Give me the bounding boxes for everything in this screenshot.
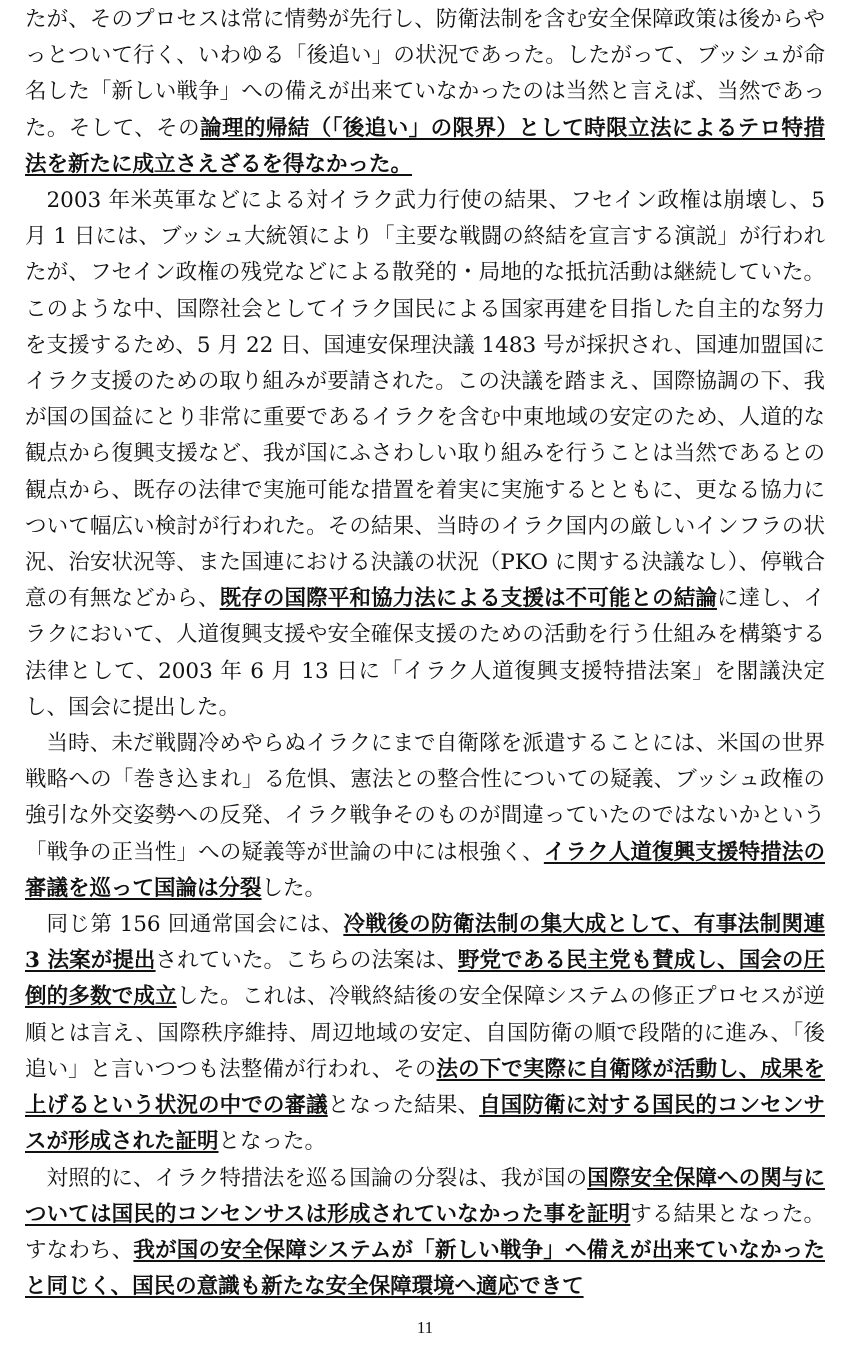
emphasis-run: 国際安全保障への関与については国民的コンセンサスは形成されていなかった事を証明 [25, 1165, 825, 1227]
paragraph-5 [25, 1161, 825, 1306]
paragraph-1 [25, 2, 825, 183]
page-number: 11 [416, 1318, 434, 1337]
text-run: に達し、イラクにおいて、人道復興支援や安全確保支援のための活動を行う仕組みを構築する法律として、2003 年 6 月 13 日に「イラク人道復興支援特措法案」を閣議決定し、国会に提出した。 [25, 586, 825, 720]
text-run: となった結果、 [327, 1093, 480, 1119]
text-run: されていた。こちらの法案は、 [155, 948, 458, 974]
emphasis-run: 論理的帰結（「後追い」の限界）として時限立法によるテロ特措法を新たに成立さえざるを得なかった。 [25, 115, 825, 177]
text-run: した。これは、冷戦終結後の安全保障システムの修正プロセスが逆順とは言え、国際秩序維持、周辺地域の安定、自国防衛の順で段階的に進み、「後追い」と言いつつも法整備が行われ、その [25, 984, 825, 1082]
paragraph-4 [25, 907, 825, 1160]
document-body [25, 0, 825, 1305]
text-run: たが、そのプロセスは常に情勢が先行し、防衛法制を含む安全保障政策は後からやっとついて行く、いわゆる「後追い」の状況であった。したがって、ブッシュが命名した「新しい戦争」への備えが出来ていなかったのは当然と言えば、当然であった。そして、その [25, 7, 825, 141]
text-run: した。 [261, 875, 327, 901]
emphasis-run: イラク人道復興支援特措法の審議を巡って国論は分裂 [25, 839, 825, 901]
emphasis-run: 既存の国際平和協力法による支援は不可能との結論 [219, 586, 717, 612]
emphasis-run: 自国防衛に対する国民的コンセンサスが形成された証明 [25, 1093, 825, 1155]
paragraph-2 [25, 183, 825, 726]
text-run: 対照的に、イラク特措法を巡る国論の分裂は、我が国の [46, 1165, 588, 1191]
emphasis-run: 我が国の安全保障システムが「新しい戦争」へ備えが出来ていなかったと同じく、国民の意識も新たな安全保障環境へ適応できて [25, 1237, 825, 1300]
paragraph-3 [25, 726, 825, 907]
text-run: 2003 年米英軍などによる対イラク武力行使の結果、フセイン政権は崩壊し、5 月 1 日には、ブッシュ大統領により「主要な戦闘の終結を宣言する演説」が行われたが、フセイン政権の残党などによる散発的・局地的な抵抗活動は継続していた。このような中、国際社会としてイラク国民による国家再建を目指した自主的な努力を支援するため、5 月 22 日、国連安保理決議 1483 号が採択され、国連加盟国にイラク支援のための取り組みが要請された。この決議を踏まえ、国際協調の下、我が国の国益にとり非常に重要であるイラクを含む中東地域の安定のため、人道的な観点から復興支援など、我が国にふさわしい取り組みを行うことは当然であるとの観点から、既存の法律で実施可能な措置を着実に実施するとともに、更なる協力について幅広い検討が行われた。その結果、当時のイラク国内の厳しいインフラの状況、治安状況等、また国連における決議の状況（PKO に関する決議なし）、停戦合意の有無などから、 [25, 188, 825, 612]
text-run: 当時、未だ戦闘冷めやらぬイラクにまで自衛隊を派遣することには、米国の世界戦略への「巻き込まれ」る危惧、憲法との整合性についての疑義、ブッシュ政権の強引な外交姿勢への反発、イラク戦争そのものが間違っていたのではないかという「戦争の正当性」への疑義等が世論の中には根強く、 [25, 731, 825, 865]
emphasis-run: 冷戦後の防衛法制の集大成として、有事法制関連 3 法案が提出 [25, 912, 825, 974]
emphasis-run: 野党である民主党も賛成し、国会の圧倒的多数で成立 [25, 948, 825, 1010]
emphasis-run: 法の下で実際に自衛隊が活動し、成果を上げるという状況の中での審議 [25, 1056, 825, 1119]
text-run: する結果となった。すなわち、 [25, 1201, 825, 1263]
text-run: 同じ第 156 回通常国会には、 [46, 912, 344, 938]
text-run: となった。 [218, 1129, 327, 1155]
